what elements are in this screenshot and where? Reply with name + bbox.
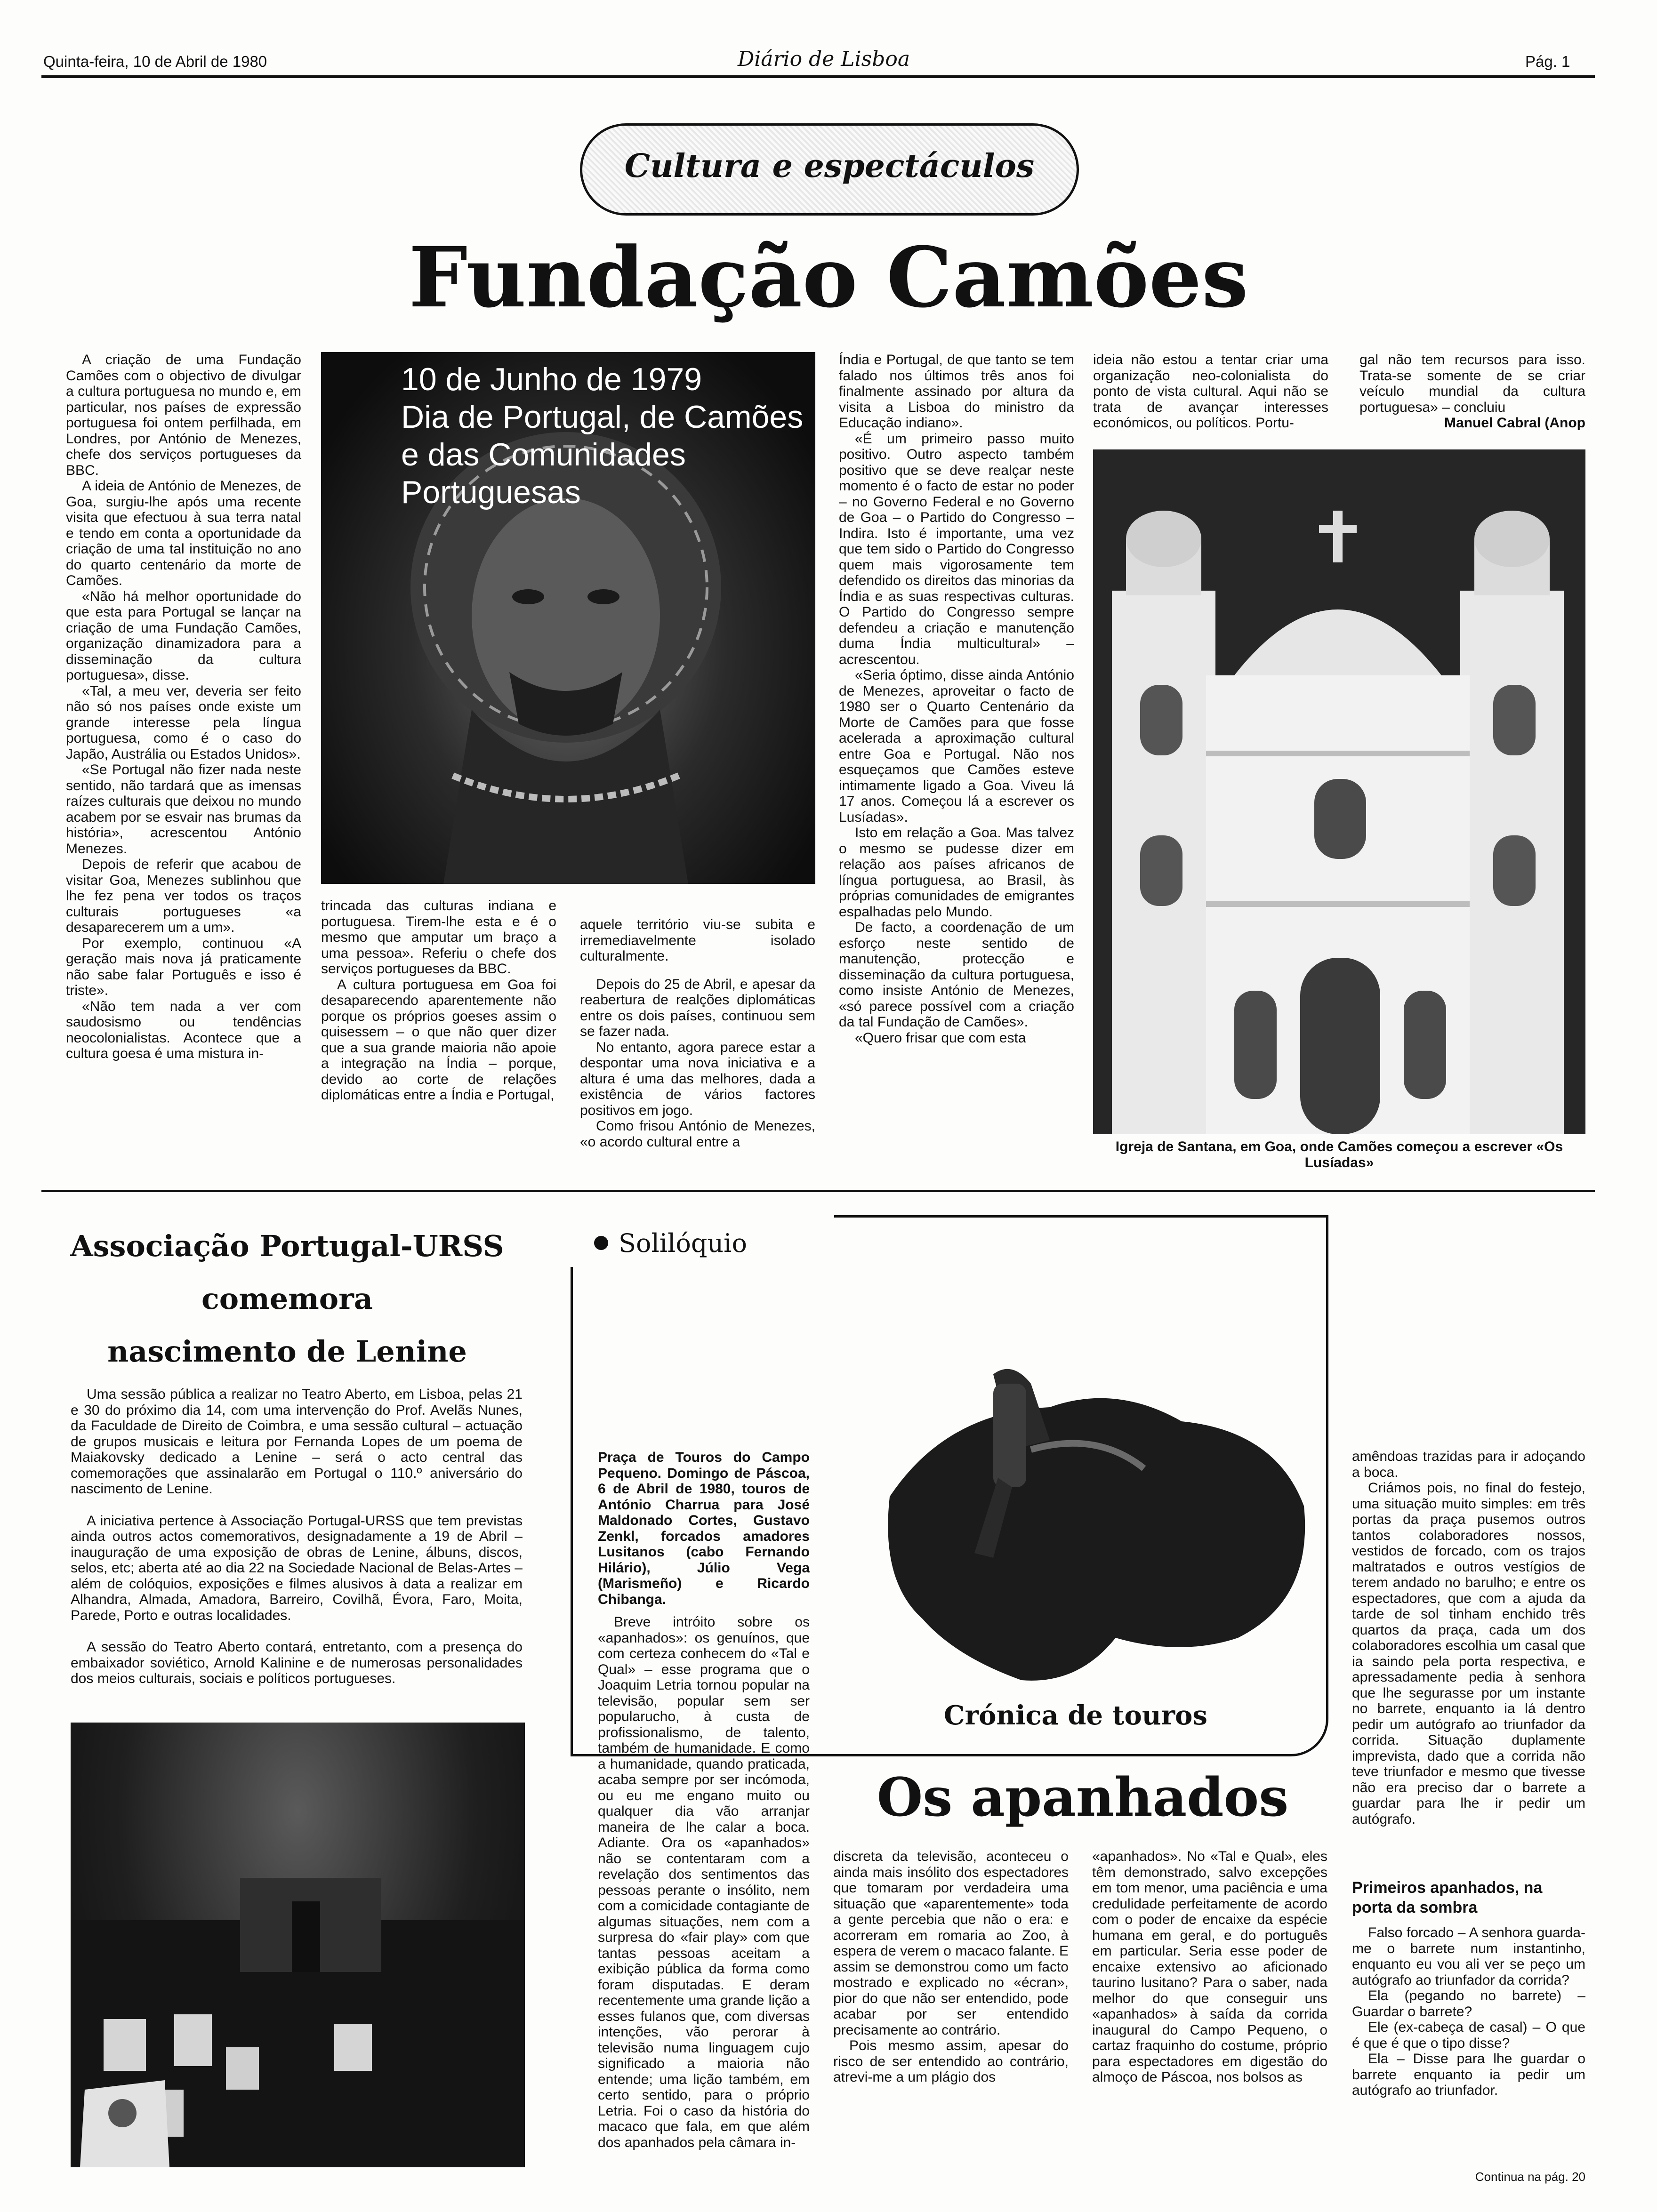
paragraph: No entanto, agora parece estar a despontar uma nova iniciativa e a altura é uma das melhores, dada a existência de vários factores positivos em jogo. [580, 1039, 815, 1118]
section-banner [580, 123, 1079, 216]
paragraph: trincada das culturas indiana e portuguesa. Tirem-lhe esta e é o mesmo que amputar um braço a uma pessoa». Referiu o chefe dos serviços portugueses da BBC. [321, 898, 556, 977]
main-col-1 [66, 352, 301, 1062]
paragraph: ideia não estou a tentar criar uma organização neo-colonialista do ponto de vista cultural. Aqui não se trata de avançar interesses económicos, ou políticos. Portu- [1093, 352, 1328, 431]
lenine-rally-photo [71, 1723, 525, 2167]
masthead: Diário de Lisboa [737, 47, 910, 71]
paragraph: «Não tem nada a ver com saudosismo ou tendências neocolonialistas. Acontece que a cultura goesa é uma mistura in- [66, 998, 301, 1061]
bullfight-photo [852, 1355, 1318, 1699]
paragraph: discreta da televisão, aconteceu o ainda mais insólito dos espectadores que tomaram por verdadeira uma situação que «aparentemente» toda a gente percebia que não o era: e acorreram em romaria ao Zoo, à espera de verem o macaco falante. E assim se demonstrou como um facto mostrado e explicado no «écran», pior do que não ser entendido, pode acabar por ser entendido precisamente ao contrário. [833, 1849, 1069, 2038]
main-col-2 [321, 898, 556, 1103]
urss-headline-line: comemora [201, 1282, 373, 1316]
urss-headline [47, 1220, 527, 1378]
section-divider [41, 1190, 1595, 1192]
paragraph: A iniciativa pertence à Associação Portugal-URSS que tem previstas ainda outros actos comemorativos, designadamente a 19 de Abril – inauguração de uma exposição de obras de Lenine, álbuns, discos, selos, etc; aberta até ao dia 22 na Sociedade Nacional de Belas-Artes – além de colóquios, exposições e filmes alusivos à data a realizar em Alhandra, Almada, Amadora, Barreiro, Covilhã, Évora, Faro, Moita, Parede, Porto e outras localidades. [71, 1513, 523, 1623]
column-label [594, 1228, 747, 1258]
bullfight-illustration [852, 1355, 1318, 1699]
paragraph: «Não há melhor oportunidade do que esta para Portugal se lançar na criação de uma Fundação Camões, organização dinamizadora para a disseminação da cultura portuguesa», disse. [66, 588, 301, 683]
paragraph: Criámos pois, no final do festejo, uma situação muito simples: em três portas da praça pusemos outros tantos colaboradores nossos, vestidos de forcado, com os trajos maltratados e outros vestígios de terem andado no barulho; e entre os espectadores, que com a ajuda da tarde de sol tinham enchido três quartos da praça, cada um dos colaboradores escolhia um casal que ia saindo pela porta respectiva, e apressadamente pedia à senhora que lhe segurasse por um instante no barrete, enquanto ia lá dentro pedir um autógrafo ao triunfador da corrida. Situação duplamente imprevista, dado que a corrida não teve triunfador e mesmo que tivesse não era preciso dar o barrete a guardar para lhe ir pedir um autógrafo. [1352, 1480, 1585, 1827]
header-rule [41, 75, 1595, 78]
paragraph: amêndoas trazidas para ir adoçando a boca. [1352, 1449, 1585, 1480]
poster-line: 10 de Junho de 1979 [401, 361, 702, 397]
church-illustration [1093, 449, 1585, 1134]
poster-line: Dia de Portugal, de Camões [401, 399, 804, 435]
bullfight-card: Praça de Touros do Campo Pequeno. Domingo de Páscoa, 6 de Abril de 1980, touros de António Charrua para José Maldonado Cortes, Gustavo Zenkl, forcados amadores Lusitanos (cabo Fernando Hilário), Júlio Vega (Marismeño) e Ricardo Chibanga. [598, 1450, 810, 1607]
main-col-6 [1359, 352, 1585, 431]
column-label-text: Solilóquio [619, 1228, 747, 1258]
paragraph: «Seria óptimo, disse ainda António de Menezes, aproveitar o facto de 1980 ser o Quarto Centenário da Morte de Camões para que fosse acelerada a aproximação cultural entre Goa e Portugal. Não nos esqueçamos que Camões esteve intimamente ligado a Goa. Viveu lá 17 anos. Começou lá a escrever os Lusíadas». [839, 667, 1074, 825]
paragraph: Ela (pegando no barrete) – Guardar o barrete? [1352, 1988, 1585, 2020]
paragraph: A cultura portuguesa em Goa foi desaparecendo aparentemente não porque os próprios goeses assim o quisessem – o que não quer dizer que a sua grande maioria não apoie a integração na Índia – porque, devido ao corte de relações diplomáticas entre a Índia e Portugal, [321, 977, 556, 1103]
paragraph: Isto em relação a Goa. Mas talvez o mesmo se pudesse dizer em relação aos países africanos de língua portuguesa, ao Brasil, às próprias comunidades de emigrantes espalhadas pelo Mundo. [839, 825, 1074, 920]
issue-date: Quinta-feira, 10 de Abril de 1980 [43, 53, 267, 70]
kicker: Crónica de touros [944, 1700, 1207, 1731]
paragraph: «Se Portugal não fizer nada neste sentido, não tardará que as imensas raízes culturais que deixou no mundo acabem por se esvair nas brumas da história», acrescentou António Menezes. [66, 762, 301, 857]
main-col-3 [580, 917, 815, 1150]
main-headline: Fundação Camões [409, 229, 1248, 326]
paragraph: «É um primeiro passo muito positivo. Outro aspecto também positivo que se deve realçar neste momento é o facto de estar no poder – no Governo Federal e no Governo de Goa – o Partido do Congresso – Indira. Isto é importante, uma vez que tem sido o Partido do Congresso quem mais vigorosamente tem defendido os direitos das minorias da Índia e as suas respectivas culturas. O Partido do Congresso sempre defendeu a criação e manutenção duma Índia multicultural» – acrescentou. [839, 431, 1074, 667]
paragraph: Por exemplo, continuou «A geração mais nova já praticamente não sabe falar Português e isso é triste». [66, 935, 301, 998]
paragraph: «apanhados». No «Tal e Qual», eles têm demonstrado, salvo excepções em tom menor, uma paciência e uma credulidade perfeitamente de acordo com o poder de encaixe da espécie humana em geral, e do português em particular. Seria esse poder de encaixe extensivo ao aficionado taurino lusitano? Para o saber, nada melhor do que conseguir uns «apanhados» à saída da corrida inaugural do Campo Pequeno, o cartaz fraquinho do costume, próprio para espectadores em digestão do almoço de Páscoa, nos bolsos as [1092, 1849, 1327, 2085]
paragraph: A sessão do Teatro Aberto contará, entretanto, com a presença do embaixador soviético, Arnold Kalinine e de numerosas personalidades dos meios culturais, sociais e políticos portugueses. [71, 1639, 523, 1686]
main-col-5 [1093, 352, 1328, 431]
paragraph: Falso forcado – A senhora guarda-me o barrete num instantinho, enquanto eu vou ali ver se peço um autógrafo ao triunfador da corrida? [1352, 1925, 1585, 1988]
continued-note: Continua na pág. 20 [1475, 2170, 1585, 2184]
touros-intro [598, 1450, 810, 1607]
page-number: Pág. 1 [1525, 53, 1570, 70]
paragraph: Pois mesmo assim, apesar do risco de ser entendido ao contrário, atrevi-me a um plágio dos [833, 2038, 1069, 2085]
touros-headline: Os apanhados [877, 1767, 1289, 1828]
camoes-poster-photo [321, 352, 815, 884]
byline: Manuel Cabral (Anop [1444, 415, 1585, 431]
touros-col-a [598, 1614, 810, 2150]
paragraph: «Tal, a meu ver, deveria ser feito não só nos países onde existe um grande interesse pela língua portuguesa, como é o caso do Japão, Austrália ou Estados Unidos». [66, 683, 301, 762]
church-photo [1093, 449, 1585, 1134]
poster-title [401, 361, 815, 511]
paragraph: Uma sessão pública a realizar no Teatro Aberto, em Lisboa, pelas 21 e 30 do próximo dia 14, com uma intervenção do Prof. Avelãs Nunes, da Faculdade de Direito de Coimbra, e uma sessão cultural – actuação de grupos musicais e leitura por Fernanda Lopes de um poema de Maiakovsky dedicado a Lenine – será o acto central das comemorações que assinalarão em Portugal o 110.º aniversário do nascimento de Lenine. [71, 1387, 523, 1497]
poster-line: e das Comunidades Portuguesas [401, 437, 686, 510]
main-col-4 [839, 352, 1074, 1046]
bullet-icon [594, 1236, 608, 1250]
paragraph: A ideia de António de Menezes, de Goa, surgiu-lhe após uma recente visita que efectuou à sua terra natal e tendo em conta a oportunidade da criação de uma tal instituição no ano do quarto centenário da morte de Camões. [66, 478, 301, 588]
paragraph: aquele território viu-se subita e irremediavelmente isolado culturalmente. [580, 917, 815, 964]
paragraph: De facto, a coordenação de um esforço neste sentido de manutenção, protecção e disseminação da cultura portuguesa, como insiste António de Menezes, «só parece possível com a criação da tal Fundação de Camões». [839, 920, 1074, 1030]
paragraph: Como frisou António de Menezes, «o acordo cultural entre a [580, 1118, 815, 1150]
touros-col-b [833, 1849, 1069, 2085]
touros-col-e [1352, 1925, 1585, 2099]
touros-subhead: Primeiros apanhados, na porta da sombra [1352, 1879, 1543, 1916]
touros-col-d [1352, 1449, 1585, 1827]
crowd-illustration [71, 1723, 525, 2167]
paragraph: Ela – Disse para lhe guardar o barrete enquanto ia pedir um autógrafo ao triunfador. [1352, 2051, 1585, 2098]
paragraph: gal não tem recursos para isso. Trata-se somente de se criar veículo mundial da cultura portuguesa» – concluiu [1359, 352, 1585, 415]
church-photo-caption: Igreja de Santana, em Goa, onde Camões começou a escrever «Os Lusíadas» [1115, 1139, 1563, 1170]
urss-headline-line: Associação Portugal-URSS [70, 1229, 504, 1263]
paragraph: Breve intróito sobre os «apanhados»: os genuínos, que com certeza conhecem do «Tal e Qual» – esse programa que o Joaquim Letria tornou popular na televisão, popular sem ser popularucho, à custa de profissionalismo, de talento, também de humanidade. E como a humanidade, quando praticada, acaba sempre por ser incómoda, ou eu me engano muito ou qualquer dia vão arranjar maneira de lhe calar a boca. Adiante. Ora os «apanhados» não se contentaram com a revelação dos sentimentos das pessoas perante o insólito, nem com a comicidade contagiante de algumas situações, nem com a surpresa do «fair play» com que tantas pessoas aceitam a exibição pública da forma como foram disputadas. E deram recentemente uma grande lição a esses fulanos que, com diversas intenções, vão perorar à televisão numa linguagem cujo significado a maioria não entende; uma lição também, em certo sentido, para o próprio Letria. Foi o caso da história do macaco que fala, em que além dos apanhados pela câmara in- [598, 1614, 810, 2150]
paragraph: Índia e Portugal, de que tanto se tem falado nos últimos três anos foi finalmente assinado por altura da visita a Lisboa do ministro da Educação indiano». [839, 352, 1074, 431]
paragraph: A criação de uma Fundação Camões com o objectivo de divulgar a cultura portuguesa no mundo e, em particular, nos países de expressão portuguesa foi ontem perfilhada, em Londres, por António de Menezes, chefe dos serviços portugueses da BBC. [66, 352, 301, 478]
urss-body [71, 1387, 523, 1687]
section-banner-label: Cultura e espectáculos [624, 147, 1035, 185]
paragraph: Depois do 25 de Abril, e apesar da reabertura de realções diplomáticas entre os dois países, continuou sem se fazer nada. [580, 976, 815, 1039]
paragraph: Depois de referir que acabou de visitar Goa, Menezes sublinhou que lhe fez pena ver todos os traços culturais portugueses «a desaparecerem um a um». [66, 857, 301, 935]
paragraph: «Quero frisar que com esta [855, 1030, 1026, 1046]
paragraph: Ele (ex-cabeça de casal) – O que é que é que o tipo disse? [1352, 2020, 1585, 2051]
urss-headline-line: nascimento de Lenine [107, 1334, 467, 1369]
touros-col-c [1092, 1849, 1327, 2085]
